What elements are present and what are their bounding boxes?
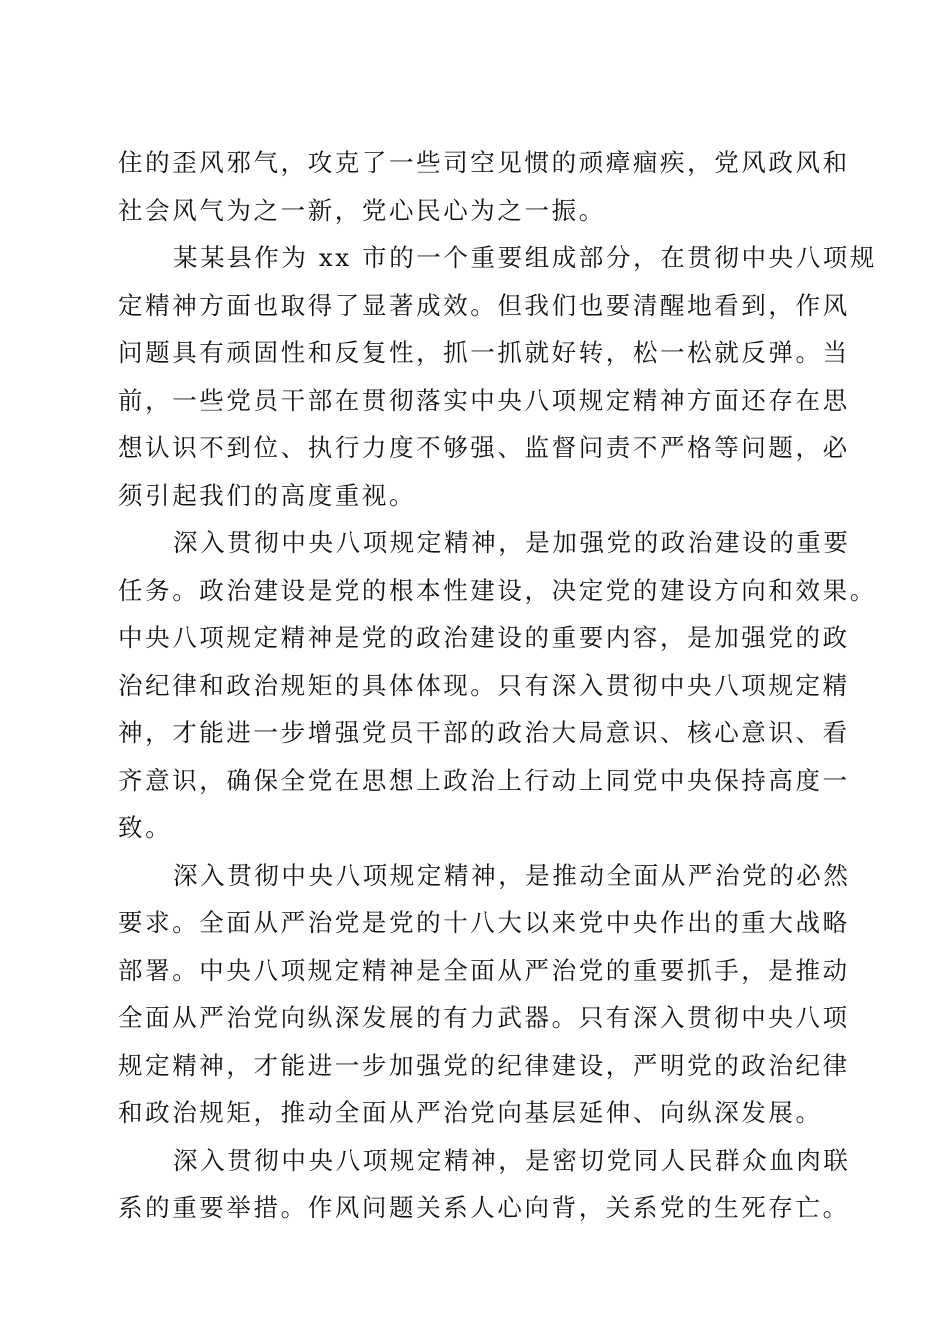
text-line: 定精神方面也取得了显著成效。但我们也要清醒地看到，作风 (118, 290, 850, 320)
text-line: 须引起我们的高度重视。 (118, 480, 417, 510)
text-line: 深入贯彻中央八项规定精神，是推动全面从严治党的必然 (173, 860, 851, 890)
paragraph-5 (118, 1137, 851, 1232)
text-line: 要求。全面从严治党是党的十八大以来党中央作出的重大战略 (118, 908, 850, 937)
text-line: 神，才能进一步增强党员干部的政治大局意识、核心意识、看 (118, 718, 850, 747)
document-body (118, 139, 878, 1232)
text-line: 治纪律和政治规矩的具体体现。只有深入贯彻中央八项规定精 (118, 670, 850, 700)
text-line: 规定精神，才能进一步加强党的纪律建设，严明党的政治纪律 (118, 1050, 850, 1080)
text-line: 中央八项规定精神是党的政治建设的重要内容，是加强党的政 (118, 623, 850, 652)
paragraph-2 (118, 234, 878, 519)
text-line: 前，一些党员干部在贯彻落实中央八项规定精神方面还存在思 (118, 385, 850, 415)
text-line: 深入贯彻中央八项规定精神，是加强党的政治建设的重要 (173, 528, 851, 557)
text-line: 任务。政治建设是党的根本性建设，决定党的建设方向和效果。 (118, 575, 877, 605)
paragraph-4 (118, 852, 851, 1137)
text-line: 住的歪风邪气，攻克了一些司空见惯的顽瘴痼疾，党风政风和 (118, 148, 850, 177)
paragraph-3 (118, 519, 877, 852)
paragraph-1 (118, 139, 850, 234)
text-line: 深入贯彻中央八项规定精神，是密切党同人民群众血肉联 (173, 1145, 851, 1175)
text-line: 系的重要举措。作风问题关系人心向背，关系党的生死存亡。 (118, 1193, 850, 1222)
text-line: 部署。中央八项规定精神是全面从严治党的重要抓手，是推动 (118, 955, 850, 985)
text-line: 想认识不到位、执行力度不够强、监督问责不严格等问题，必 (118, 433, 850, 462)
text-line: 齐意识，确保全党在思想上政治上行动上同党中央保持高度一 (118, 765, 850, 795)
text-line: 和政治规矩，推动全面从严治党向基层延伸、向纵深发展。 (118, 1098, 823, 1127)
text-line: 问题具有顽固性和反复性，抓一抓就好转，松一松就反弹。当 (118, 338, 850, 367)
text-line: 社会风气为之一新，党心民心为之一振。 (118, 195, 606, 225)
text-line: 全面从严治党向纵深发展的有力武器。只有深入贯彻中央八项 (118, 1003, 850, 1032)
text-line: 某某县作为 xx 市的一个重要组成部分，在贯彻中央八项规 (173, 243, 878, 272)
text-line: 致。 (118, 813, 173, 842)
